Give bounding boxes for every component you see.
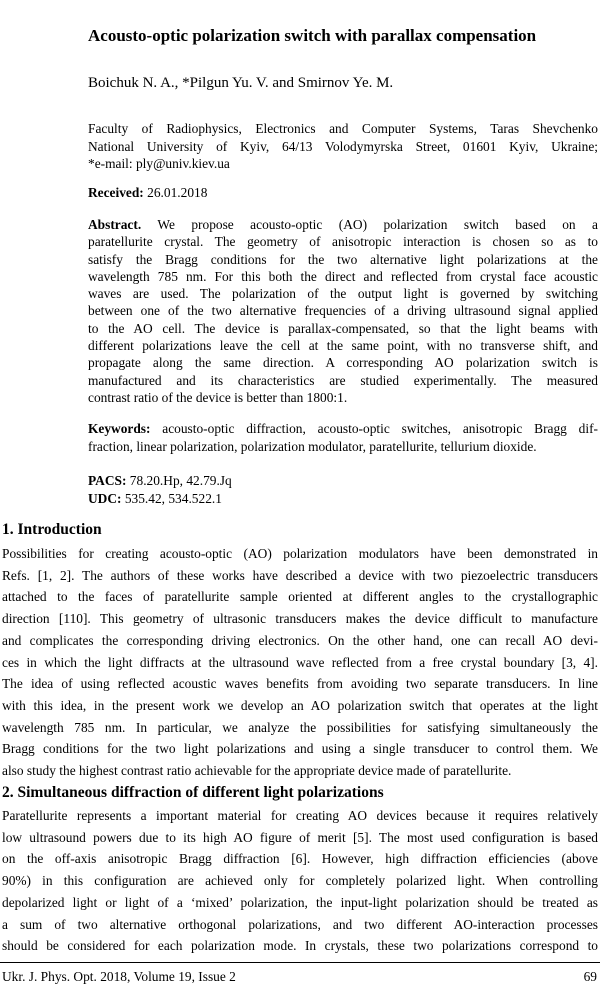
abstract-line: paratellurite crystal. The geometry of anisotropic interaction is chosen so as to	[88, 234, 598, 250]
abstract-line: contrast ratio of the device is better than 1800:1.	[88, 389, 348, 405]
journal-footer: Ukr. J. Phys. Opt. 2018, Volume 19, Issue 2	[2, 969, 236, 984]
body-line: on the off-axis anisotropic Bragg diffraction [6]. However, high diffraction efficiencies (above	[2, 851, 598, 867]
abstract-line: wavelength 785 nm. For this both the direct and reflected from crystal face acoustic	[88, 268, 598, 284]
body-line: Paratellurite represents a important material for creating AO devices because it requires relatively	[2, 808, 598, 823]
body-line: The idea of using reflected acoustic waves benefits from avoiding two separate transducers. In line	[2, 676, 598, 692]
body-line: wavelength 785 nm. In particular, we analyze the possibilities for satisfying simultaneously the	[2, 719, 598, 735]
body-line: should be considered for each polarization mode. In crystals, these two polarizations correspond to	[2, 938, 598, 954]
keywords-block	[88, 420, 598, 455]
abstract-line: different polarizations leave the cell at the same point, with no transverse shift, and	[88, 338, 598, 354]
pacs-line	[88, 472, 232, 490]
body-line: a sum of two alternative orthogonal polarizations, and two different AO-interaction processes	[2, 916, 598, 932]
pacs-value: 78.20.Hp, 42.79.Jq	[129, 473, 232, 488]
abstract-line: propagate along the same direction. A corresponding AO polarization switch is	[88, 355, 598, 371]
abstract-line: to the AO cell. The device is parallax-compensated, so that the light beams with	[88, 320, 598, 336]
footer-divider	[0, 962, 600, 963]
received-value: 26.01.2018	[147, 185, 208, 200]
body-line: also study the highest contrast ratio achievable for the appropriate device made of paratellurite.	[2, 763, 512, 779]
abstract-label: Abstract.	[88, 217, 142, 232]
section-body	[2, 543, 598, 782]
section-heading: 2. Simultaneous diffraction of different light polarizations	[2, 784, 384, 801]
body-line: with this idea, in the present work we develop an AO polarization switch that operates at the light	[2, 697, 598, 713]
paper-title: Acousto-optic polarization switch with parallax compensation	[88, 26, 537, 45]
keywords-line: fraction, linear polarization, polarization modulator, paratellurite, tellurium dioxide.	[88, 438, 537, 454]
abstract-line: between one of the two alternative frequencies of a driving ultrasound signal applied	[88, 303, 598, 319]
udc-label: UDC:	[88, 490, 122, 506]
pacs-label: PACS:	[88, 473, 127, 488]
section-heading: 1. Introduction	[2, 521, 102, 538]
udc-line	[88, 490, 232, 508]
affiliation-block	[88, 120, 598, 173]
body-line: attached to the faces of paratellurite sample oriented at different angles to the crystallographic	[2, 589, 598, 605]
body-line: depolarized light or light of a ‘mixed’ polarization, the input-light polarization should be treated as	[2, 894, 598, 910]
body-line: 90%) in this configuration are achieved only for completely polarized light. When controlling	[2, 873, 598, 889]
udc-value: 535.42, 534.522.1	[124, 490, 222, 506]
body-line: direction [110]. This geometry of ultrasonic transducers makes the device difficult to manufacture	[2, 611, 598, 627]
abstract-line: Abstract. We propose acousto-optic (AO) polarization switch based on a	[88, 217, 598, 232]
keywords-label: Keywords:	[88, 421, 151, 436]
page-number: 69	[583, 969, 597, 984]
body-line: ces in which the light diffracts at the ultrasound wave reflected from a free crystal boundary [3, 4].	[2, 654, 598, 670]
abstract-line: manufactured and its characteristics are studied experimentally. The measured	[88, 372, 598, 388]
keywords-line: Keywords: acousto-optic diffraction, acousto-optic switches, anisotropic Bragg dif-	[88, 421, 598, 436]
abstract-block	[88, 216, 598, 406]
body-line: and complicates the corresponding driving electronics. On the other hand, one can recall AO devi-	[2, 632, 598, 648]
body-line: low ultrasound powers due to its high AO figure of merit [5]. The most used configuration is based	[2, 829, 598, 845]
affiliation-line: National University of Kyiv, 64/13 Volodymyrska Street, 01601 Kyiv, Ukraine;	[88, 138, 598, 154]
author-list: Boichuk N. A., *Pilgun Yu. V. and Smirnov Ye. M.	[88, 75, 394, 91]
received-date	[88, 184, 207, 201]
body-line: Bragg conditions for the two light polarizations and using a single transducer to control them. We	[2, 741, 598, 757]
abstract-line: waves are used. The polarization of the output light is governed by switching	[88, 286, 598, 302]
section-body	[2, 805, 598, 957]
received-label: Received:	[88, 185, 144, 200]
affiliation-email: *e-mail: ply@univ.kiev.ua	[88, 156, 230, 171]
classification-block	[88, 472, 232, 507]
abstract-line: satisfy the Bragg conditions for the two alternative light polarizations at the	[88, 251, 598, 267]
affiliation-line: Faculty of Radiophysics, Electronics and Computer Systems, Taras Shevchenko	[88, 121, 598, 136]
body-line: Possibilities for creating acousto-optic (AO) polarization modulators have been demonstrated in	[2, 546, 598, 561]
body-line: Refs. [1, 2]. The authors of these works have described a device with two piezoelectric transducers	[2, 567, 598, 583]
